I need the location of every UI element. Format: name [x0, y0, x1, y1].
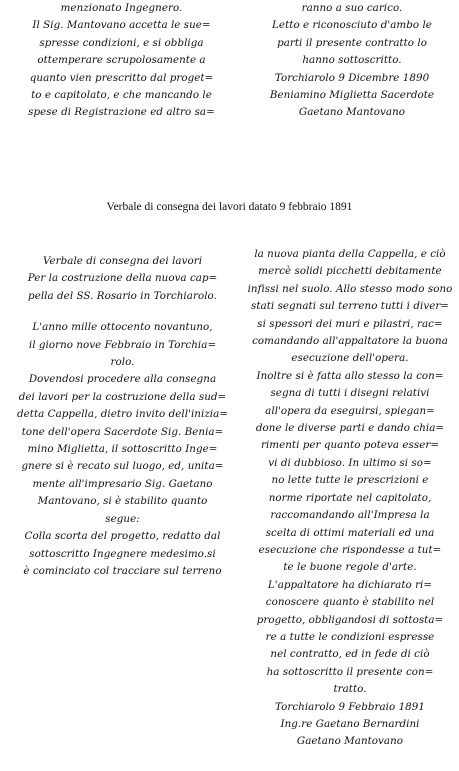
text-line: è cominciato col tracciare sul terreno — [23, 564, 222, 577]
text-line: segna di tutti i disegni relativi — [270, 387, 430, 400]
text-line: pella del SS. Rosario in Torchiarolo. — [28, 289, 217, 302]
text-line: esecuzione dell'opera. — [291, 352, 409, 365]
paragraph-gap — [10, 305, 235, 319]
text-line: Colla scorta del progetto, redatto dal — [24, 530, 221, 543]
text-line: quanto vien prescritto dal proget= — [29, 71, 214, 84]
text-line: tratto. — [333, 683, 367, 696]
text-line: dei lavori per la costruzione della sud= — [18, 390, 227, 403]
text-line: Gaetano Mantovano — [296, 735, 404, 748]
text-line: Verbale di consegna dei lavori — [42, 255, 203, 267]
document-heading: Verbale di consegna dei lavori datato 9 febbraio 1891 — [106, 201, 353, 213]
text-line: Letto e riconosciuto d'ambo le — [272, 19, 432, 32]
text-line: parti il presente contratto lo — [277, 36, 427, 49]
verbale-body-block — [10, 319, 235, 580]
top-right-text-column — [257, 0, 447, 122]
bottom-left-text-column — [10, 253, 235, 580]
text-line: Dovendosi procedere alla consegna — [28, 373, 217, 386]
bottom-right-text-column — [245, 246, 455, 751]
text-line: Torchiarolo 9 Dicembre 1890 — [274, 71, 430, 84]
text-line: hanno sottoscritto. — [302, 54, 402, 67]
text-line: esecuzione che rispondesse a tut= — [258, 543, 442, 556]
text-line: Beniamino Miglietta Sacerdote — [269, 89, 435, 102]
text-line: conoscere quanto è stabilito nel — [265, 596, 435, 609]
top-left-text-column — [14, 0, 229, 122]
text-line: to e capitolato, e che mancando le — [31, 89, 212, 102]
text-line: mino Miglietta, il sottoscritto Inge= — [27, 443, 218, 456]
text-line: re a tutte le condizioni espresse — [265, 630, 435, 643]
text-line: ranno a suo carico. — [301, 2, 403, 14]
text-line: menzionato Ingegnero. — [60, 2, 183, 14]
text-line: tone dell'opera Sacerdote Sig. Benia= — [21, 425, 224, 438]
text-line: Gaetano Mantovano — [298, 106, 406, 119]
text-line: rolo. — [110, 356, 135, 369]
text-line: il giorno nove Febbraio in Torchia= — [28, 338, 217, 351]
text-line: raccomandando all'Impresa la — [270, 509, 430, 522]
text-line: progetto, obbligandosi di sottosta= — [256, 613, 444, 626]
text-line: ha sottoscritto il presente con= — [266, 665, 434, 678]
text-line: stati segnati sul terreno tutti i diver= — [251, 300, 449, 313]
text-line: la nuova pianta della Cappella, e ciò — [254, 248, 446, 260]
text-line: Inoltre si è fatta allo stesso la con= — [256, 369, 444, 382]
text-line: infissi nel suolo. Allo stesso modo sono — [247, 282, 453, 295]
text-line: mercè solidi picchetti debitamente — [258, 265, 442, 278]
text-line: Torchiarolo 9 Febbraio 1891 — [275, 700, 425, 713]
text-line: segue: — [105, 512, 140, 525]
text-line: spese di Registrazione ed altro sa= — [28, 106, 215, 119]
text-line: norme riportate nel capitolato, — [268, 491, 432, 504]
text-line: no lette tutte le prescrizioni e — [271, 474, 429, 487]
text-line: detta Cappella, dietro invito dell'inizia= — [17, 408, 228, 421]
text-line: L'anno mille ottocento novantuno, — [32, 321, 213, 334]
text-line: done le diverse parti e dando chia= — [255, 422, 445, 435]
text-line: si spessori dei muri e pilastri, rac= — [257, 317, 443, 330]
text-line: nel contratto, ed in fede di ciò — [270, 648, 430, 661]
text-line: rimenti per quanto poteva esser= — [260, 439, 440, 452]
text-line: Per la costruzione della nuova cap= — [27, 272, 218, 285]
text-line: Mantovano, si è stabilito quanto — [37, 495, 208, 508]
text-line: all'opera da eseguirsi, spiegan= — [265, 404, 435, 417]
text-line: Il Sig. Mantovano accetta le sue= — [32, 19, 211, 32]
text-line: spresse condizioni, e si obbliga — [39, 36, 204, 49]
text-line: comandando all'appaltatore la buona — [252, 335, 448, 348]
text-line: te le buone regole d'arte. — [283, 561, 417, 574]
text-line: scelta di ottimi materiali ed una — [265, 526, 435, 539]
text-line: sottoscritto Ingegnere medesimo.si — [29, 547, 216, 560]
text-line: Ing.re Gaetano Bernardini — [280, 717, 420, 730]
text-line: mente all'impresario Sig. Gaetano — [32, 477, 213, 490]
text-line: vi di dubbioso. In ultimo si so= — [268, 456, 432, 469]
verbale-title-block — [10, 253, 235, 305]
text-line: ottemperare scrupolosamente a — [37, 54, 206, 67]
text-line: L'appaltatore ha dichiarato ri= — [267, 578, 433, 591]
text-line: gnere si è recato sul luogo, ed, unita= — [21, 460, 224, 473]
